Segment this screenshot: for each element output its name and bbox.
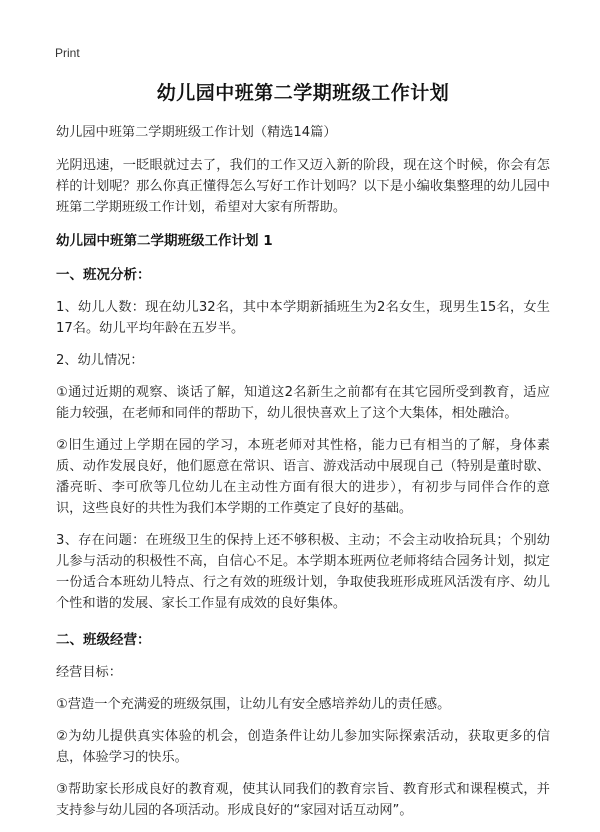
paragraph-problems: 3、存在问题：在班级卫生的保持上还不够积极、主动；不会主动收拾玩具；个别幼儿参与活动的积极性不高，自信心不足。本学期本班两位老师将结合园务计划，拟定一份适合本班幼儿特点、行之有效的班级计划，争取使我班形成班风活泼有序、幼儿个性和谐的发展、家长工作显有成效的良好集体。 [56, 533, 550, 611]
section-heading-class-analysis: 一、班况分析： [56, 267, 151, 283]
paragraph-goal-2: ②为幼儿提供真实体验的机会，创造条件让幼儿参加实际探索活动，获取更多的信息，体验学习的快乐。 [56, 729, 550, 765]
section-heading-class-management: 二、班级经营： [56, 632, 151, 648]
page-title: 幼儿园中班第二学期班级工作计划 [156, 82, 450, 104]
document-subtitle: 幼儿园中班第二学期班级工作计划（精选14篇） [56, 125, 337, 140]
plan-heading: 幼儿园中班第二学期班级工作计划 1 [56, 233, 273, 249]
intro-paragraph: 光阴迅速，一眨眼就过去了，我们的工作又迈入新的阶段，现在这个时候，你会有怎样的计划呢？那么你真正懂得怎么写好工作计划吗？以下是小编收集整理的幼儿园中班第二学期班级工作计划，希望对大家有所帮助。 [56, 158, 550, 215]
paragraph-goal-1: ①营造一个充满爱的班级氛围，让幼儿有安全感培养幼儿的责任感。 [56, 697, 451, 712]
paragraph-goals-label: 经营目标： [56, 665, 122, 680]
document-body [56, 78, 550, 832]
paragraph-child-situation: 2、幼儿情况： [56, 353, 144, 368]
paragraph-new-students: ①通过近期的观察、谈话了解，知道这2名新生之前都有在其它园所受到教育，适应能力较强，在老师和同伴的帮助下，幼儿很快喜欢上了这个大集体，相处融洽。 [56, 385, 550, 421]
paragraph-goal-3: ③帮助家长形成良好的教育观，使其认同我们的教育宗旨、教育形式和课程模式，并支持参与幼儿园的各项活动。形成良好的“家园对话互动网”。 [56, 782, 550, 818]
paragraph-child-count: 1、幼儿人数：现在幼儿32名，其中本学期新插班生为2名女生，现男生15名，女生17名。幼儿平均年龄在五岁半。 [56, 300, 550, 336]
print-link[interactable]: Print [55, 46, 80, 60]
paragraph-old-students: ②旧生通过上学期在园的学习，本班老师对其性格，能力已有相当的了解，身体素质、动作发展良好，他们愿意在常识、语言、游戏活动中展现自己（特别是董时歇、潘亮昕、李可欣等几位幼儿在主动性方面有很大的进步），有初步与同伴合作的意识，这些良好的共性为我们本学期的工作奠定了良好的基础。 [56, 438, 550, 516]
